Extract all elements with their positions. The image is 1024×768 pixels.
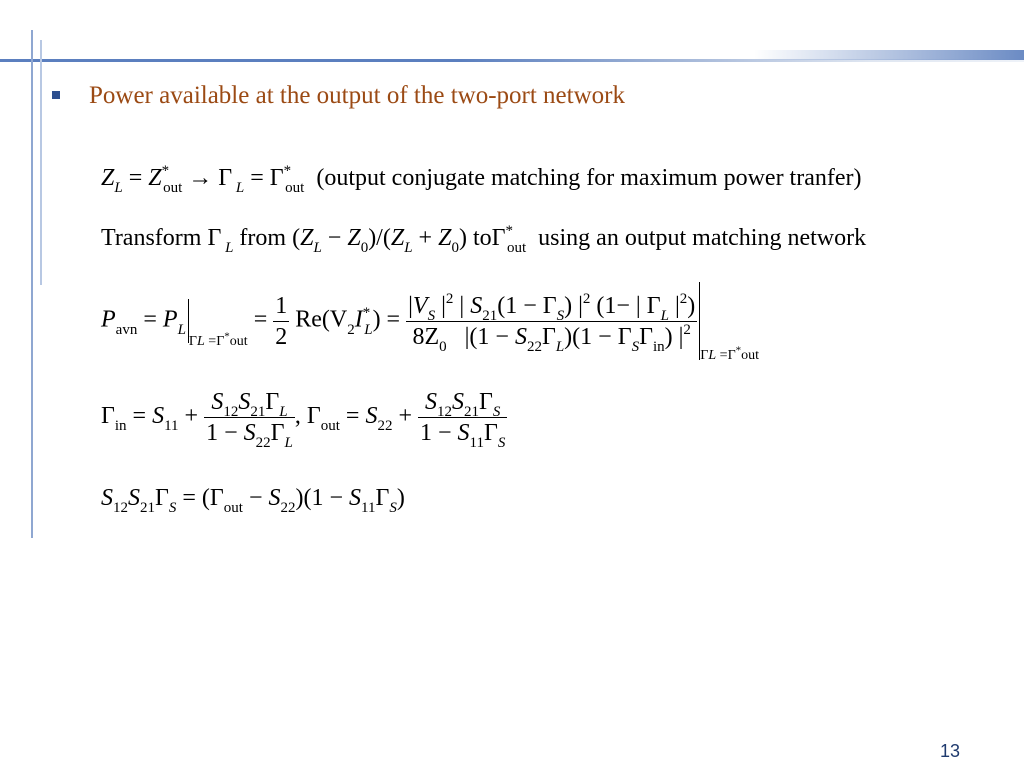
equation-conjugate-match: $Z_L = Z^*_{out} \to \Gamma$ $_L = \Gamma^*_{out}$ (output conjugate matching for maximum power tranfer) <box>101 163 862 196</box>
slide-heading: Power available at the output of the two-port network <box>89 82 625 109</box>
equation-gamma-in-out: $\Gamma_{in} = S_{11}$ + $\frac{S_{12}S_{21}\Gamma_L}{1 - S_{22}\Gamma_L}$ , $\Gamma_{out} = S_{22}$ + $\frac{S_{12}S_{21}\Gamma_S}{1 - S_{11}\Gamma_S}$ <box>101 389 506 451</box>
left-margin-line-inner <box>40 40 42 285</box>
conjugate-match-note: (output conjugate matching for maximum power tranfer) <box>316 165 862 191</box>
page-number: 13 <box>940 741 961 761</box>
header-accent-bar <box>754 50 1024 60</box>
left-margin-line <box>31 30 33 538</box>
square-bullet-icon <box>52 91 60 99</box>
equation-transform: Transform Γ $_L$ from $(Z_L - Z_0)/(Z_L + Z_0)$ toΓ*$_{out}$ using an output matching network <box>101 223 867 256</box>
equation-s12s21-gamma-s: $S_{12}S_{21}\Gamma_S = (\Gamma_{out} - S_{22})(1 - S_{11}\Gamma_S)$ <box>101 485 405 516</box>
equation-available-power: $P_{avn} = P_{L\Gamma L =\Gamma^*out}$ = $\frac{1}{2}$ $Re(V_2I^*_L)$ = $\frac{|V_S |^2 | S_{21}(1 - \Gamma_S) |^2 (1- | \Gamma_L |^2)}{8Z_0 |(1 - S_{22}\Gamma_L)(1 - \Gamma_S\Gamma_{in}) |^2}$ $_{\Gamma L =\Gamma^*out}$ <box>101 282 759 360</box>
